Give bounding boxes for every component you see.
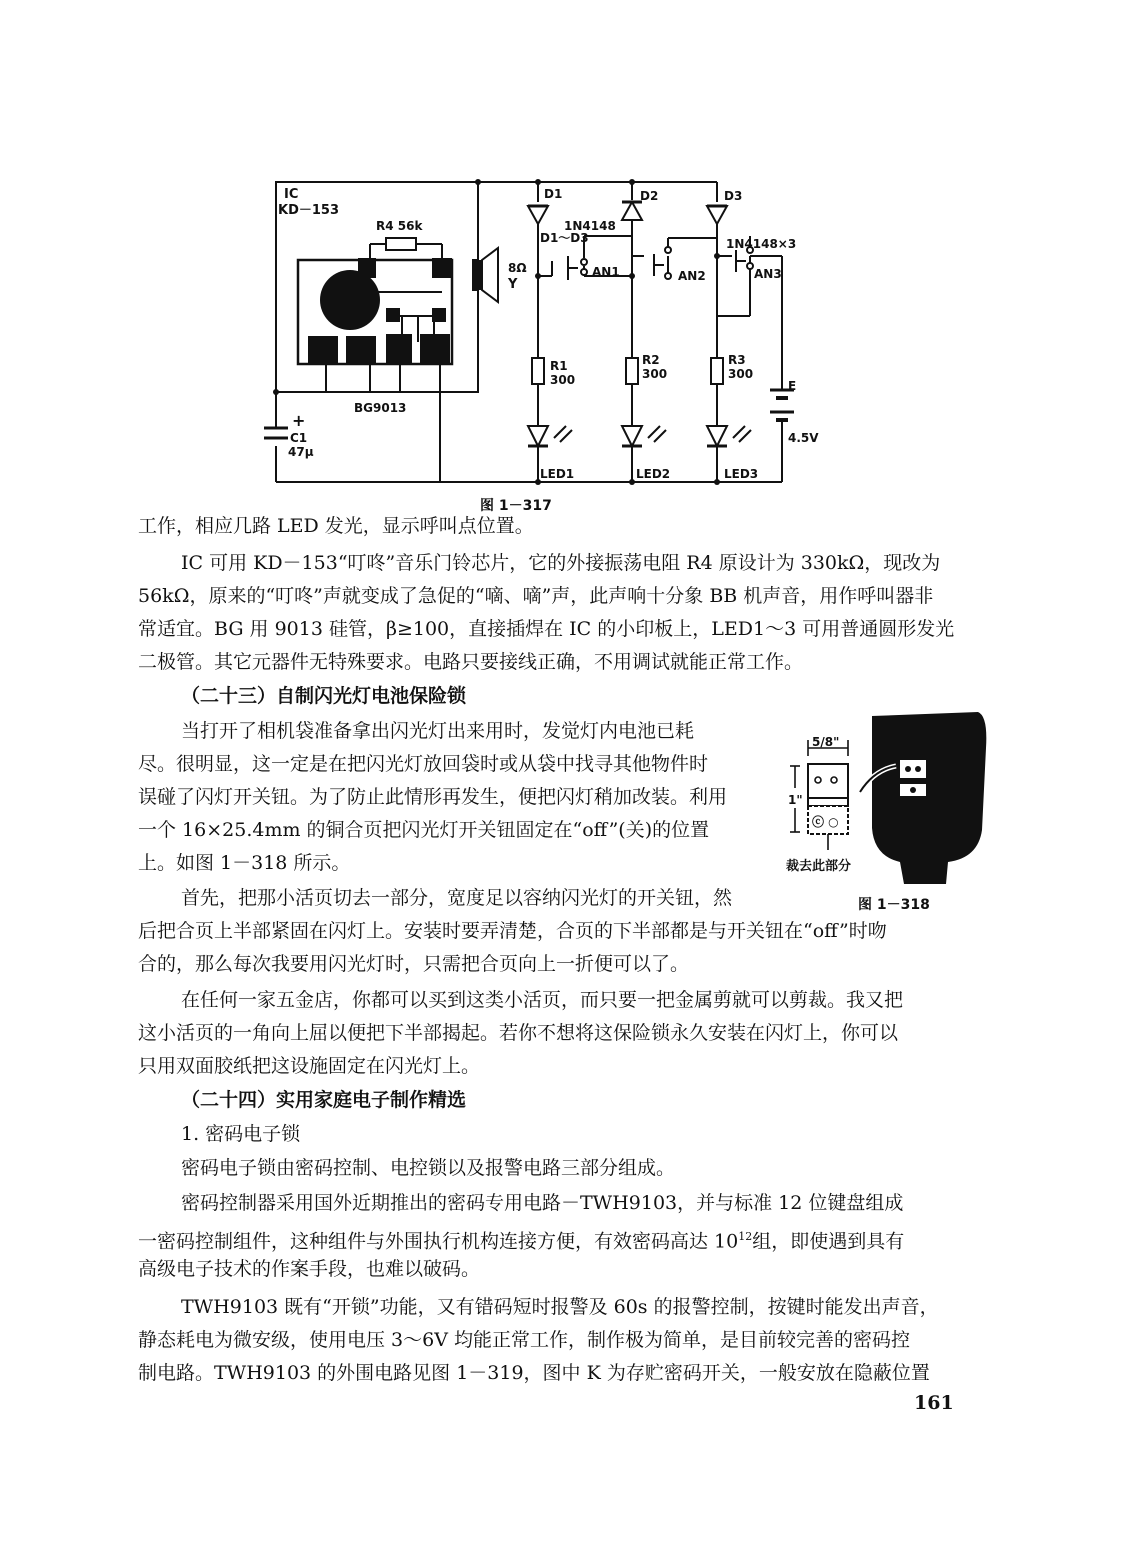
label-led1: LED1 <box>540 467 575 481</box>
text-span: 组，即使遇到具有 <box>752 1230 905 1253</box>
dimension-width-label: 5/8" <box>812 735 840 749</box>
resistor-r1 <box>532 358 544 384</box>
cut-part-label: 裁去此部分 <box>786 859 852 874</box>
paragraph-line: 误碰了闪灯开关钮。为了防止此情形再发生，便把闪灯稍加改装。利用 <box>138 786 728 808</box>
page-number: 161 <box>914 1392 954 1414</box>
paragraph-line: TWH9103 既有“开锁”功能，又有错码短时报警及 60s 的报警控制，按键时能发出声音， <box>181 1296 939 1318</box>
label-transistor: BG9013 <box>354 401 407 415</box>
paragraph-line: 二极管。其它元器件无特殊要求。电路只要接线正确，不用调试就能正常工作。 <box>138 651 804 673</box>
paragraph-line: 密码电子锁由密码控制、电控锁以及报警电路三部分组成。 <box>181 1157 676 1179</box>
label-diode-model-x3: 1N4148×3 <box>726 237 797 251</box>
diode-d1 <box>528 206 548 224</box>
paragraph-line: 后把合页上半部紧固在闪灯上。安装时要弄清楚，合页的下半部都是与开关钮在“off”时吻 <box>138 920 887 942</box>
transistor-bg9013 <box>308 336 338 364</box>
paragraph-line: IC 可用 KD－153“叮咚”音乐门铃芯片，它的外接振荡电阻 R4 原设计为 330kΩ，现改为 <box>181 552 941 574</box>
label-r2-value: 300 <box>642 367 668 381</box>
label-an2: AN2 <box>678 269 706 283</box>
label-d3: D3 <box>724 189 743 203</box>
dimension-height-label: 1" <box>788 793 803 807</box>
paragraph-line: 一个 16×25.4mm 的铜合页把闪光灯开关钮固定在“off”(关)的位置 <box>138 819 710 841</box>
paragraph-line: 合的，那么每次我要用闪光灯时，只需把合页向上一折便可以了。 <box>138 953 690 975</box>
paragraph-line: 当打开了相机袋准备拿出闪光灯出来用时，发觉灯内电池已耗 <box>181 720 695 742</box>
label-an1: AN1 <box>592 265 620 279</box>
label-ic: IC <box>284 187 299 202</box>
figure-caption-1-317: 图 1－317 <box>480 498 552 514</box>
label-r1-value: 300 <box>550 373 576 387</box>
label-diode-model: 1N4148 <box>564 219 616 233</box>
flash-lock-illustration-fig-1-318 <box>782 708 992 888</box>
svg-text:ⓒ ○: ⓒ ○ <box>812 815 839 829</box>
label-c1-plus: + <box>292 411 306 430</box>
superscript: 12 <box>738 1230 753 1243</box>
label-r3-value: 300 <box>728 367 754 381</box>
paragraph-line: 常适宜。BG 用 9013 硅管，β≥100，直接插焊在 IC 的小印板上，LED1～3 可用普通圆形发光 <box>138 618 955 640</box>
paragraph-line: 只用双面胶纸把这设施固定在闪光灯上。 <box>138 1055 481 1077</box>
label-led2: LED2 <box>636 467 671 481</box>
label-battery-voltage: 4.5V <box>788 431 819 445</box>
label-r1: R1 <box>550 359 568 373</box>
label-diode-range: D1～D3 <box>540 231 589 245</box>
paragraph-line: 56kΩ，原来的“叮咚”声就变成了急促的“嘀、嘀”声，此声响十分象 BB 机声音，用作呼叫器非 <box>138 585 934 607</box>
resistor-r4 <box>386 238 416 250</box>
circuit-diagram-fig-1-317 <box>262 176 822 492</box>
paragraph-line: 制电路。TWH9103 的外围电路见图 1－319，图中 K 为存贮密码开关，一般安放在隐蔽位置 <box>138 1362 930 1384</box>
label-speaker-ohm: 8Ω <box>508 261 527 275</box>
paragraph-line: 高级电子技术的作案手段，也难以破码。 <box>138 1258 481 1280</box>
paragraph-line: 静态耗电为微安级，使用电压 3～6V 均能正常工作，制作极为简单，是目前较完善的密码控 <box>138 1329 910 1351</box>
section-heading: （二十四）实用家庭电子制作精选 <box>181 1089 467 1111</box>
figure-caption-1-318: 图 1－318 <box>858 897 930 913</box>
speaker-icon <box>472 260 482 290</box>
paragraph-line: 工作，相应几路 LED 发光，显示呼叫点位置。 <box>138 515 534 537</box>
led2-icon <box>622 426 642 446</box>
paragraph-line: 首先，把那小活页切去一部分，宽度足以容纳闪光灯的开关钮，然 <box>181 887 733 909</box>
label-led3: LED3 <box>724 467 759 481</box>
diode-d3 <box>707 206 727 224</box>
led1-icon <box>528 426 548 446</box>
label-d1: D1 <box>544 187 563 201</box>
paragraph-line: 上。如图 1－318 所示。 <box>138 852 351 874</box>
section-heading: （二十三）自制闪光灯电池保险锁 <box>181 685 467 707</box>
paragraph-line: 在任何一家五金店，你都可以买到这类小活页，而只要一把金属剪就可以剪裁。我又把 <box>181 989 904 1011</box>
resistor-r3 <box>711 358 723 384</box>
label-c1: C1 <box>290 431 308 445</box>
label-r2: R2 <box>642 353 660 367</box>
flash-switch-button <box>900 760 926 778</box>
label-speaker: Y <box>508 277 518 292</box>
paragraph-line: 密码控制器采用国外近期推出的密码专用电路－TWH9103，并与标准 12 位键盘组成 <box>181 1192 904 1214</box>
resistor-r2 <box>626 358 638 384</box>
label-c1-value: 47μ <box>288 445 314 459</box>
subsection-heading: 1. 密码电子锁 <box>181 1123 301 1145</box>
ic-chip-blob <box>320 270 380 330</box>
label-r3: R3 <box>728 353 746 367</box>
led3-icon <box>707 426 727 446</box>
label-r4: R4 56k <box>376 219 423 233</box>
flash-unit-body <box>872 712 986 884</box>
hinge-upper-half <box>808 764 848 798</box>
label-an3: AN3 <box>754 267 782 281</box>
label-ic-model: KD－153 <box>278 203 340 218</box>
label-battery: E <box>788 379 797 393</box>
paragraph-line: 尽。很明显，这一定是在把闪光灯放回袋时或从袋中找寻其他物件时 <box>138 753 709 775</box>
diode-d2 <box>622 202 642 220</box>
label-d2: D2 <box>640 189 659 203</box>
paragraph-line: 这小活页的一角向上屈以便把下半部揭起。若你不想将这保险锁永久安装在闪灯上，你可以 <box>138 1022 899 1044</box>
text-span: 一密码控制组件，这种组件与外围执行机构连接方便，有效密码高达 10 <box>138 1230 739 1253</box>
